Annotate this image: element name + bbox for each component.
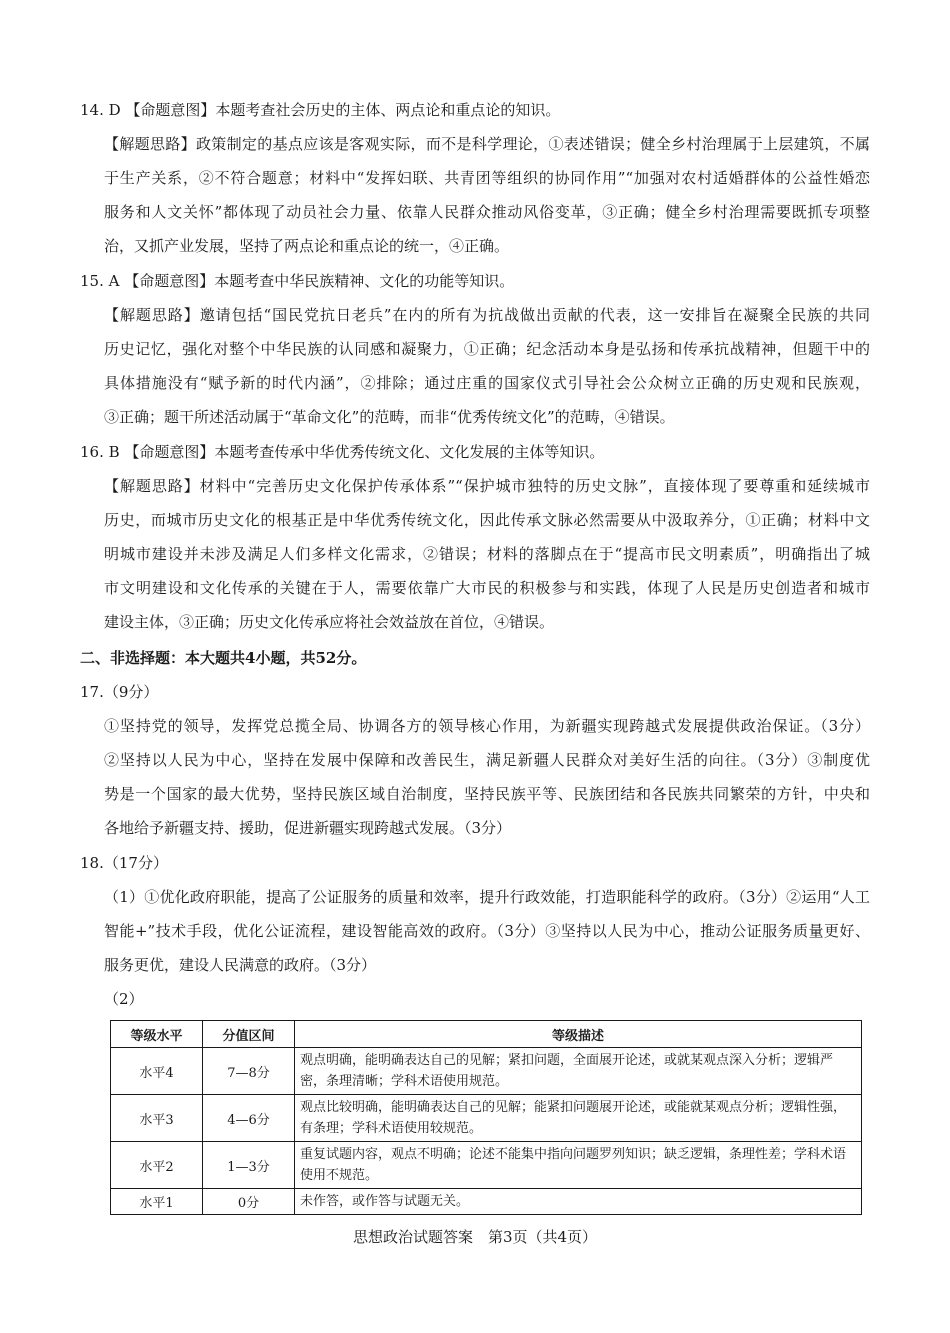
q14-explanation-line: 治，又抓产业发展，坚持了两点论和重点论的统一，④正确。 xyxy=(104,237,510,255)
level-cell: 水平4 xyxy=(111,1048,203,1095)
q16-explanation-line: 明城市建设并未涉及满足人们多样文化需求，②错误；材料的落脚点在于“提高市民文明素质”，明确指出了城 xyxy=(104,545,870,563)
q16-heading: 16. B 【命题意图】本题考查传承中华优秀传统文化、文化发展的主体等知识。 xyxy=(80,443,605,461)
q17-answer-line: 各地给予新疆支持、援助，促进新疆实现跨越式发展。（3分） xyxy=(104,819,512,837)
grading-levels-table xyxy=(110,1020,862,1215)
q18-part2-label: （2） xyxy=(104,990,144,1008)
q16-explanation-line: 建设主体，③正确；历史文化传承应将社会效益放在首位，④错误。 xyxy=(104,613,555,631)
q15-explanation-line: 历史记忆，强化对整个中华民族的认同感和凝聚力，①正确；纪念活动本身是弘扬和传承抗战精神，但题干中的 xyxy=(104,340,870,358)
level-description-cell: 未作答，或作答与试题无关。 xyxy=(295,1189,862,1215)
score-range-cell: 7—8分 xyxy=(203,1048,295,1095)
score-range-cell: 0分 xyxy=(203,1189,295,1215)
table-row xyxy=(111,1142,862,1189)
level-description-cell: 观点明确，能明确表达自己的见解；紧扣问题，全面展开论述，或就某观点深入分析；逻辑严密，条理清晰；学科术语使用规范。 xyxy=(295,1048,862,1095)
table-row xyxy=(111,1048,862,1095)
q17-answer-line: ②坚持以人民为中心，坚持在发展中保障和改善民生，满足新疆人民群众对美好生活的向往。（3分）③制度优 xyxy=(104,751,870,769)
table-header: 分值区间 xyxy=(203,1021,295,1048)
q16-explanation-line: 【解题思路】材料中“完善历史文化保护传承体系”“保护城市独特的历史文脉”，直接体现了要尊重和延续城市 xyxy=(104,477,870,495)
q15-explanation-line: 【解题思路】邀请包括“国民党抗日老兵”在内的所有为抗战做出贡献的代表，这一安排旨在凝聚全民族的共同 xyxy=(104,306,870,324)
score-range-cell: 1—3分 xyxy=(203,1142,295,1189)
table-row xyxy=(111,1189,862,1215)
q18-answer-line: 服务更优，建设人民满意的政府。（3分） xyxy=(104,956,377,974)
section-heading: 二、非选择题：本大题共4小题，共52分。 xyxy=(80,649,367,667)
q16-explanation-line: 市文明建设和文化传承的关键在于人，需要依靠广大市民的积极参与和实践，体现了人民是历史创造者和城市 xyxy=(104,579,870,597)
q14-heading: 14. D 【命题意图】本题考查社会历史的主体、两点论和重点论的知识。 xyxy=(80,101,561,119)
page-footer: 思想政治试题答案 第3页（共4页） xyxy=(352,1228,598,1246)
q14-explanation-line: 服务和人文关怀”都体现了动员社会力量、依靠人民群众推动风俗变革，③正确；健全乡村治理需要既抓专项整 xyxy=(104,203,870,221)
score-range-cell: 4—6分 xyxy=(203,1095,295,1142)
q14-explanation-line: 【解题思路】政策制定的基点应该是客观实际，而不是科学理论，①表述错误；健全乡村治理属于上层建筑，不属 xyxy=(104,135,870,153)
q17-heading: 17.（9分） xyxy=(80,683,159,701)
table-header: 等级水平 xyxy=(111,1021,203,1048)
level-cell: 水平1 xyxy=(111,1189,203,1215)
level-description-cell: 重复试题内容，观点不明确；论述不能集中指向问题罗列知识；缺乏逻辑，条理性差；学科术语使用不规范。 xyxy=(295,1142,862,1189)
table-header-row xyxy=(111,1021,862,1048)
q18-answer-line: 智能+”技术手段，优化公证流程，建设智能高效的政府。（3分）③坚持以人民为中心，推动公证服务质量更好、 xyxy=(104,922,870,940)
q17-answer-line: 势是一个国家的最大优势，坚持民族区域自治制度，坚持民族平等、民族团结和各民族共同繁荣的方针，中央和 xyxy=(104,785,870,803)
q14-explanation-line: 于生产关系，②不符合题意；材料中“发挥妇联、共青团等组织的协同作用”“加强对农村适婚群体的公益性婚恋 xyxy=(104,169,870,187)
q18-answer-line: （1）①优化政府职能，提高了公证服务的质量和效率，提升行政效能，打造职能科学的政府。（3分）②运用“人工 xyxy=(104,888,870,906)
q18-heading: 18.（17分） xyxy=(80,854,168,872)
q17-answer-line: ①坚持党的领导，发挥党总揽全局、协调各方的领导核心作用，为新疆实现跨越式发展提供政治保证。（3分） xyxy=(104,717,870,735)
table-header: 等级描述 xyxy=(295,1021,862,1048)
q15-explanation-line: 具体措施没有“赋予新的时代内涵”，②排除；通过庄重的国家仪式引导社会公众树立正确的历史观和民族观， xyxy=(104,374,870,392)
level-cell: 水平2 xyxy=(111,1142,203,1189)
q15-heading: 15. A 【命题意图】本题考查中华民族精神、文化的功能等知识。 xyxy=(80,272,515,290)
level-description-cell: 观点比较明确，能明确表达自己的见解；能紧扣问题展开论述，或能就某观点分析；逻辑性强，有条理；学科术语使用较规范。 xyxy=(295,1095,862,1142)
table-row xyxy=(111,1095,862,1142)
level-cell: 水平3 xyxy=(111,1095,203,1142)
q16-explanation-line: 历史，而城市历史文化的根基正是中华优秀传统文化，因此传承文脉必然需要从中汲取养分，①正确；材料中文 xyxy=(104,511,870,529)
q15-explanation-line: ③正确；题干所述活动属于“革命文化”的范畴，而非“优秀传统文化”的范畴，④错误。 xyxy=(104,408,675,426)
